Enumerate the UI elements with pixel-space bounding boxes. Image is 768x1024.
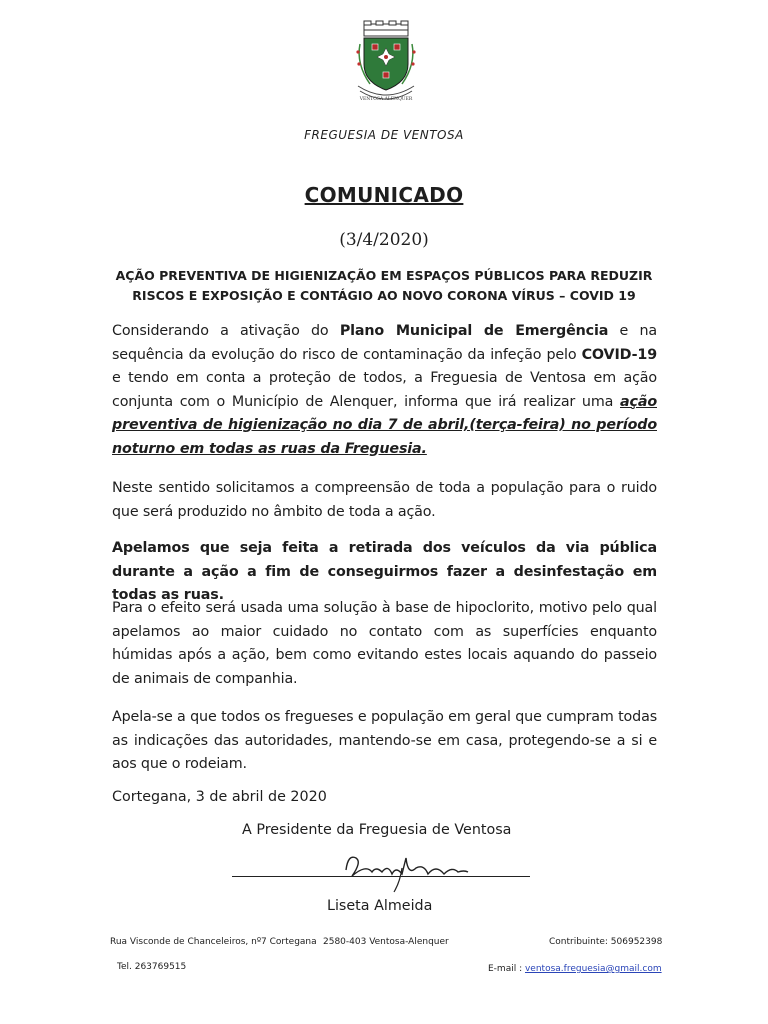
text-run: Considerando a ativação do (112, 323, 340, 339)
paragraph-vehicle-appeal: Apelamos que seja feita a retirada dos veículos da via pública durante a ação a fim de conseguirmos fazer a desinfestação em todas as ruas. (112, 540, 657, 603)
text-run: e na sequência da evolução do risco de contaminação da infeção pelo (112, 323, 657, 363)
org-name: FREGUESIA DE VENTOSA (304, 128, 464, 142)
signature-icon (336, 846, 476, 894)
document-subtitle (100, 266, 668, 306)
signature-line (232, 876, 530, 877)
text-run: e tendo em conta a proteção de todos, a Freguesia de Ventosa em ação conjunta com o Município de Alenquer, informa que irá realizar uma (112, 370, 657, 410)
subtitle-line: RISCOS E EXPOSIÇÃO E CONTÁGIO AO NOVO CORONA VÍRUS – COVID 19 (132, 288, 636, 303)
bold-text: COVID-19 (581, 346, 657, 363)
paragraph-announcement (112, 320, 657, 461)
bold-text: Plano Municipal de Emergência (339, 323, 609, 339)
coat-of-arms-icon (350, 20, 422, 102)
paragraph-stay-home-appeal: Apela-se a que todos os fregueses e população em geral que cumpram todas as indicações das autoridades, mantendo-se em casa, protegendo-se a si e aos que o rodeiam. (112, 709, 657, 772)
signatory-title: A Presidente da Freguesia de Ventosa (242, 822, 512, 838)
paragraph-hypochlorite-warning: Para o efeito será usada uma solução à base de hipoclorito, motivo pelo qual apelamos ao maior cuidado no contato com as superfícies enquanto húmidas após a ação, bem como evitando estes locais aquando do passeio de animais de companhia. (112, 600, 657, 687)
subtitle-line: AÇÃO PREVENTIVA DE HIGIENIZAÇÃO EM ESPAÇOS PÚBLICOS PARA REDUZIR (115, 268, 653, 283)
footer-address: Rua Visconde de Chanceleiros, nº7 Cortegana (110, 937, 317, 947)
emphasis-text: ação preventiva de higienização no dia 7 de abril,(terça-feira) no período noturno em todas as ruas da Freguesia. (112, 393, 657, 457)
footer-postal-code: 2580-403 Ventosa-Alenquer (323, 937, 449, 947)
signer-name: Liseta Almeida (327, 898, 433, 914)
crest-motto: VENTOSA ALENQUER (359, 97, 413, 102)
paragraph-noise-notice: Neste sentido solicitamos a compreensão de toda a população para o ruido que será produzido no âmbito de toda a ação. (112, 480, 657, 520)
document-title: COMUNICADO (304, 183, 464, 207)
email-label: E-mail : (488, 964, 525, 974)
place-date: Cortegana, 3 de abril de 2020 (112, 789, 327, 805)
footer-email (488, 964, 662, 974)
footer-tax-number: Contribuinte: 506952398 (549, 937, 663, 947)
email-link[interactable]: ventosa.freguesia@gmail.com (524, 964, 662, 974)
document-date: (3/4/2020) (339, 230, 429, 250)
footer-phone: Tel. 263769515 (117, 962, 187, 972)
